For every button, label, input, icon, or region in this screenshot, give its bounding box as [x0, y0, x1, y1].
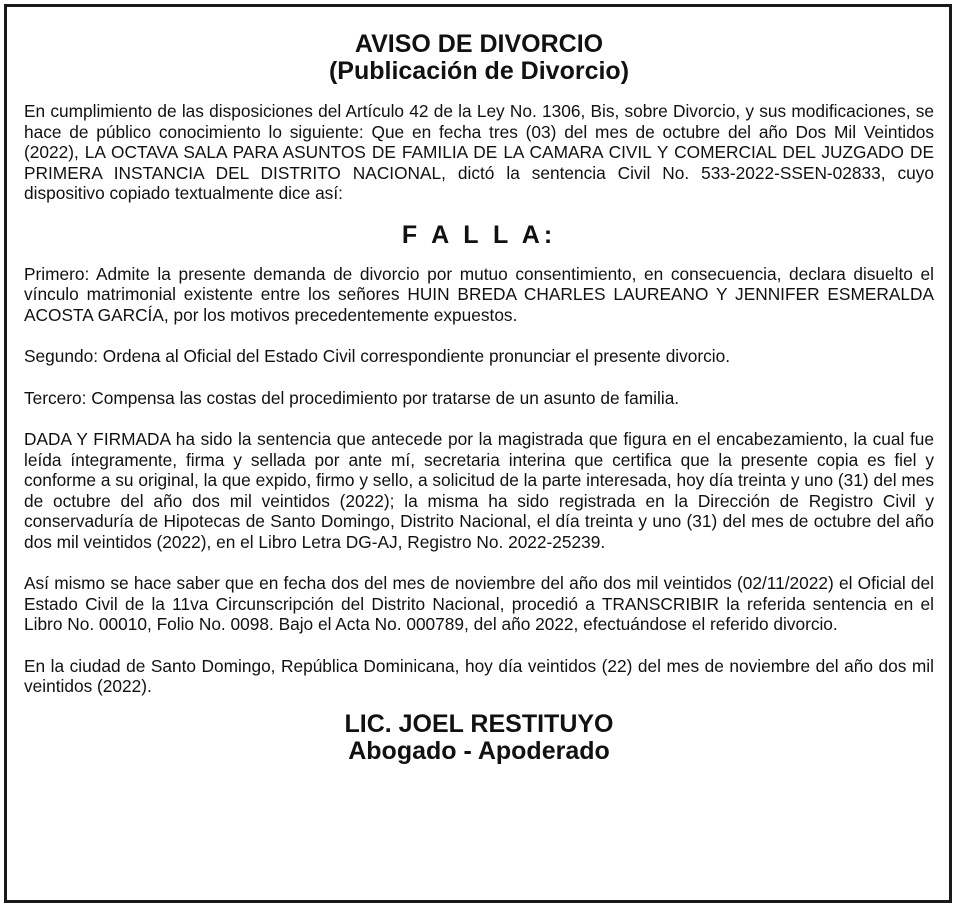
notice-frame	[4, 4, 952, 903]
signature-role: Abogado - Apoderado	[348, 736, 610, 765]
notice-content	[24, 31, 934, 765]
ruling-primero: Primero: Admite la presente demanda de divorcio por mutuo consentimiento, en consecuencia, declara disuelto el vínculo matrimonial existente entre los señores HUIN BREDA CHARLES LAUREANO Y JENNIFER ESMERALDA ACOSTA GARCÍA, por los motivos precedentemente expuestos.	[24, 263, 934, 325]
intro-paragraph: En cumplimiento de las disposiciones del Artículo 42 de la Ley No. 1306, Bis, sobre Divorcio, y sus modificaciones, se hace de público conocimiento lo siguiente: Que en fecha tres (03) del mes de octubre del año Dos Mil Veintidos (2022), LA OCTAVA SALA PARA ASUNTOS DE FAMILIA DE LA CAMARA CIVIL Y COMERCIAL DEL JUZGADO DE PRIMERA INSTANCIA DEL DISTRITO NACIONAL, dictó la sentencia Civil No. 533-2022-SSEN-02833, cuyo dispositivo copiado textualmente dice así:	[24, 101, 934, 203]
dada-firmada-paragraph: DADA Y FIRMADA ha sido la sentencia que antecede por la magistrada que figura en el encabezamiento, la cual fue leída íntegramente, firma y sellada por ante mí, secretaria interina que certifica que la presente copia es fiel y conforme a su original, la que expido, firmo y sello, a solicitud de la parte interesada, hoy día treinta y uno (31) del mes de octubre del año dos mil veintidos (2022); la misma ha sido registrada en la Dirección de Registro Civil y conservaduría de Hipotecas de Santo Domingo, Distrito Nacional, el día treinta y uno (31) del mes de octubre del año dos mil veintidos (2022), en el Libro Letra DG-AJ, Registro No. 2022-25239.	[24, 429, 934, 552]
signature-name: LIC. JOEL RESTITUYO	[344, 709, 614, 738]
notice-title: AVISO DE DIVORCIO	[354, 30, 604, 58]
notice-subtitle: (Publicación de Divorcio)	[328, 57, 630, 85]
transcripcion-paragraph: Así mismo se hace saber que en fecha dos del mes de noviembre del año dos mil veintidos (02/11/2022) el Oficial del Estado Civil de la 11va Circunscripción del Distrito Nacional, procedió a TRANSCRIBIR la referida sentencia en el Libro No. 00010, Folio No. 0098. Bajo el Acta No. 000789, del año 2022, efectuándose el referido divorcio.	[24, 573, 934, 634]
falla-heading: F A L L A:	[401, 220, 557, 249]
ruling-segundo: Segundo: Ordena al Oficial del Estado Civil correspondiente pronunciar el presente divorcio.	[24, 346, 731, 366]
ruling-tercero: Tercero: Compensa las costas del procedimiento por tratarse de un asunto de familia.	[24, 387, 680, 408]
closing-paragraph: En la ciudad de Santo Domingo, República Dominicana, hoy día veintidos (22) del mes de noviembre del año dos mil veintidos (2022).	[24, 655, 934, 696]
